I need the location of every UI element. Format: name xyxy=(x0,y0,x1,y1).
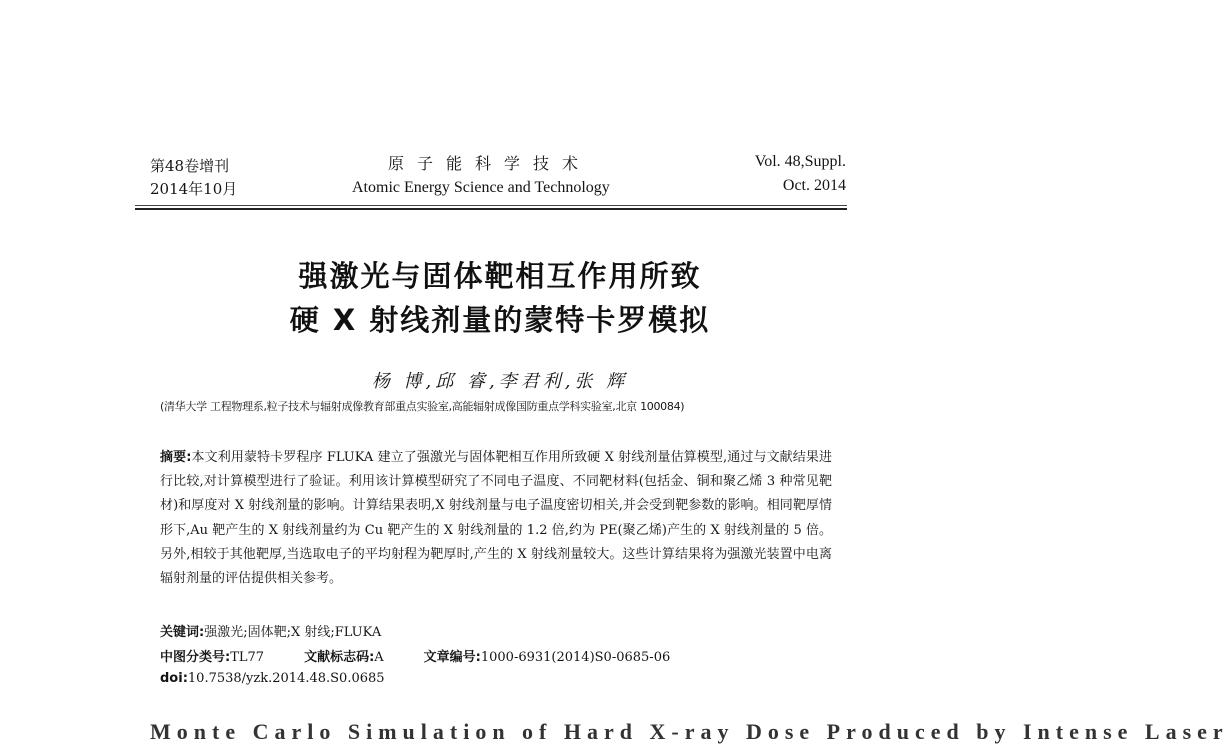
abstract xyxy=(160,446,832,591)
keywords xyxy=(160,621,381,640)
header-rule-thick xyxy=(135,208,847,210)
paper-title-line2: 硬 X 射线剂量的蒙特卡罗模拟 xyxy=(289,303,711,337)
doc-code-value: A xyxy=(374,650,384,665)
keywords-label: 关键词: xyxy=(160,625,205,640)
abstract-label: 摘要: xyxy=(160,450,192,465)
affiliation: (清华大学 工程物理系,粒子技术与辐射成像教育部重点实验室,高能辐射成像国防重点学科实验室,北京 100084) xyxy=(160,400,685,413)
header-rule-thin xyxy=(135,205,847,206)
doc-code-label: 文献标志码: xyxy=(304,650,375,665)
journal-name-en: Atomic Energy Science and Technology xyxy=(352,179,610,196)
paper-title-line1: 强激光与固体靶相互作用所致 xyxy=(298,259,702,293)
journal-volume-en: Vol. 48,Suppl. xyxy=(754,153,846,170)
article-number-label: 文章编号: xyxy=(423,650,481,665)
journal-date-en: Oct. 2014 xyxy=(782,177,846,194)
doi-label: doi: xyxy=(160,671,188,686)
article-number-value: 1000-6931(2014)S0-0685-06 xyxy=(480,650,671,665)
english-title-cutoff: Monte Carlo Simulation of Hard X-ray Dose Produced by Intense Laser xyxy=(150,719,1229,744)
journal-volume: 第48卷增刊 xyxy=(150,157,230,175)
keywords-text: 强激光;固体靶;X 射线;FLUKA xyxy=(204,625,382,640)
doi-value[interactable]: 10.7538/yzk.2014.48.S0.0685 xyxy=(187,671,385,686)
classification-line xyxy=(160,646,670,665)
journal-name-cn: 原子能科学技术 xyxy=(388,154,592,173)
clc-value: TL77 xyxy=(230,650,265,665)
author-list: 杨 博,邱 睿,李君利,张 辉 xyxy=(371,371,629,392)
journal-date: 2014年10月 xyxy=(150,180,238,198)
doi-line xyxy=(160,671,385,686)
clc-label: 中图分类号: xyxy=(160,650,231,665)
abstract-text: 本文利用蒙特卡罗程序 FLUKA 建立了强激光与固体靶相互作用所致硬 X 射线剂量估算模型,通过与文献结果进行比较,对计算模型进行了验证。利用该计算模型研究了不同电子温度、不同靶材料(包括金、铜和聚乙烯 3 种常见靶材)和厚度对 X 射线剂量的影响。计算结果表明,X 射线剂量与电子温度密切相关,并会受到靶参数的影响。相同靶厚情形下,Au 靶产生的 X 射线剂量约为 Cu 靶产生的 X 射线剂量的 1.2 倍,约为 PE(聚乙烯)产生的 X 射线剂量的 5 倍。另外,相较于其他靶厚,当选取电子的平均射程为靶厚时,产生的 X 射线剂量较大。这些计算结果将为强激光装置中电离辐射剂量的评估提供相关参考。 xyxy=(160,450,833,587)
